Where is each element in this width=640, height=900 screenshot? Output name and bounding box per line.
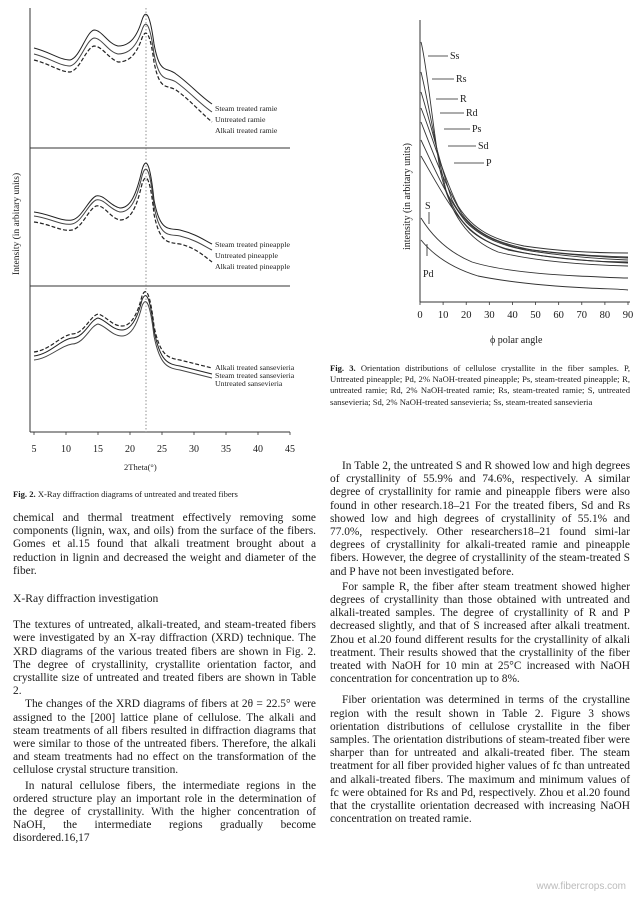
x-tick-label: 80	[599, 310, 611, 321]
curve-untreated-ramie	[34, 24, 212, 112]
paragraph: The changes of the XRD diagrams of fibers at 2θ = 22.5° were assigned to the [200] lattice plane of cellulose. The alkali and steam treatments of all fibers resulted in diffraction diagrams that were similar to those of the untreated fibers. Therefore, the alkali and steam treatments had no effect on the transformation of the cellulose crystal structure transition.	[13, 698, 316, 777]
right-text-column	[330, 460, 630, 826]
fig2-legend-item: Alkali treated sansevieria	[215, 363, 295, 372]
paragraph: The textures of untreated, alkali-treated, and steam-treated fibers were investigated by an X-ray diffraction (XRD) technique. The XRD diagrams of the various treated fibers are shown in Fig. 2. The degree of crystallinity, crystallite orientation factor, and crystallite size of untreated and treated fibers are shown in Table 2.	[13, 619, 316, 698]
fig3-x-axis-label: ϕ polar angle	[490, 335, 543, 346]
fig2-x-axis-label: 2Theta(°)	[124, 462, 157, 472]
x-tick-label: 40	[507, 310, 518, 321]
curve-rd	[421, 108, 628, 253]
fig3-curve-label: Ps	[472, 124, 482, 135]
x-tick-label: 25	[157, 444, 167, 455]
fig2-legend-item: Untreated sansevieria	[215, 379, 283, 388]
paragraph: In natural cellulose fibers, the intermediate regions in the ordered structure play an important role in the determination of the degree of crystallinity. With the higher concentration of NaOH, the intermediate regions gradually become disordered.16,17	[13, 779, 316, 845]
fig2-legend-item: Steam treated sansevieria	[215, 371, 295, 380]
x-tick-label: 10	[437, 310, 449, 321]
fig3-curve-label: Sd	[478, 141, 489, 152]
fig3-curve-label: Rd	[466, 108, 478, 119]
fig2-legend-item: Untreated ramie	[215, 115, 266, 124]
x-tick-label: 30	[484, 310, 495, 321]
paragraph: For sample R, the fiber after steam treatment showed higher degrees of crystallinity than those obtained with untreated and alkali-treated samples. The degree of crystallinity of R and P decreased slightly, and that of S increased after alkali treatment. Zhou et al.20 found different results for the crystallinity of alkali treatment. Their results showed that the crystallinity of the fiber treated with NaOH for 10 min at 25°C increased with NaOH concentration for concentration up to 8%.	[330, 580, 630, 686]
fig3-curve-label: Rs	[456, 74, 467, 85]
fig2-legend-item: Steam treated ramie	[215, 104, 278, 113]
left-text-column	[13, 512, 316, 846]
fig3-caption	[330, 363, 630, 408]
x-tick-label: 35	[221, 444, 231, 455]
x-tick-label: 20	[460, 310, 472, 321]
x-tick-label: 10	[61, 444, 71, 455]
curve-ss	[421, 42, 628, 266]
curve-untreated-sansevieria	[34, 302, 212, 378]
x-tick-label: 60	[553, 310, 564, 321]
curve-steam-ramie	[34, 14, 212, 104]
watermark: www.fibercrops.com	[536, 881, 626, 892]
figure-3-orientation-chart	[328, 0, 640, 362]
paragraph: Fiber orientation was determined in terms of the crystalline region with the result shown in Table 2. Figure 3 shows orientation distributions of cellulose crystallite in the fiber samples. The orientation distributions of steam-treated fiber were sharper than for untreated and alkali-treated fiber. The steam treatment for all fiber provided higher values of fc than untreated and alkali-treated fibers. The maximum and minimum values of fc were obtained for Rs and Pd, respectively. Zhou et al.20 found that the crystallite orientation decreased with increasing NaOH concentration on treated ramie.	[330, 694, 630, 826]
fig2-legend-item: Alkali treated ramie	[215, 126, 278, 135]
fig2-legend-item: Alkali treated pineapple	[215, 262, 290, 271]
curve-steam-sansevieria	[34, 296, 212, 374]
paragraph: chemical and thermal treatment effectively removing some components (lignin, wax, and oils) from the surface of the fibers. Gomes et al.15 found that alkali treatment brought about a reduction in lignin and decreased the weight and diameter of the fiber.	[13, 512, 316, 577]
fig2-legend-item: Steam treated pineapple	[215, 240, 290, 249]
paragraph: In Table 2, the untreated S and R showed low and high degrees of crystallinity of 55.9% and 74.6%, respectively. A similar degree of crystallinity for ramie and pineapple fibers were also found in other research.18–21 For the treated fibers, Sd and Rs showed low and high degrees of crystallinity of 55.1% and 77.0%, respectively. Other researchers18–21 found simi-lar degrees of crystallinity for alkali-treated ramie and pineapple fibers. However, the degree of crystallinity of the steam-treated S and P have not been investigated before.	[330, 460, 630, 578]
fig2-caption	[13, 489, 323, 500]
fig3-y-axis-label: intensity (in arbitary units)	[402, 143, 413, 250]
figure-2-xrd-chart	[0, 0, 330, 480]
x-tick-label: 0	[417, 310, 423, 321]
x-tick-label: 15	[93, 444, 103, 455]
section-heading: X-Ray diffraction investigation	[13, 592, 159, 606]
fig2-panel-pineapple	[34, 163, 212, 262]
fig3-curve-label: Ss	[450, 51, 460, 62]
x-tick-label: 70	[576, 310, 588, 321]
curve-untreated-pineapple	[34, 169, 212, 250]
fig2-y-axis-label: Intensity (in arbitary units)	[12, 172, 22, 275]
x-tick-label: 50	[530, 310, 541, 321]
fig2-panel-sansevieria	[34, 292, 212, 378]
curve-alkali-pineapple	[34, 178, 212, 262]
x-tick-label: 90	[622, 310, 634, 321]
x-tick-label: 30	[189, 444, 199, 455]
x-tick-label: 40	[253, 444, 263, 455]
fig2-caption-label: Fig. 2.	[13, 489, 36, 499]
fig3-caption-text: Orientation distributions of cellulose crystallite in the fiber samples. P, Untreated pineapple; Pd, 2% NaOH-treated pineapple; Ps, steam-treated pineapple; R, untreated ramie; Rd, 2% NaOH-treated ramie; Rs, steam-treated ramie; S, untreated sansevieria; Sd, 2% NaOH-treated sansevieria; Ss, steam-treated sansevieria	[330, 363, 630, 407]
fig2-x-tick-group	[32, 432, 296, 455]
curve-steam-pineapple	[34, 163, 212, 244]
curve-r	[421, 92, 628, 257]
fig3-curve-label: Pd	[423, 269, 434, 280]
x-tick-label: 20	[125, 444, 135, 455]
fig2-legend-item: Untreated pineapple	[215, 251, 278, 260]
fig2-caption-text: X-Ray diffraction diagrams of untreated and treated fibers	[37, 489, 238, 499]
fig3-x-tick-group	[417, 302, 633, 321]
fig2-panel-ramie	[34, 14, 212, 122]
curve-ps	[421, 122, 628, 258]
curve-alkali-ramie	[34, 33, 212, 122]
fig3-curve-label: S	[425, 201, 431, 212]
curve-p	[421, 156, 628, 263]
fig3-curve-label: R	[460, 94, 467, 105]
curve-rs	[421, 72, 628, 262]
fig3-curve-label: P	[486, 158, 492, 169]
fig3-caption-label: Fig. 3.	[330, 363, 356, 373]
x-tick-label: 5	[31, 444, 37, 455]
x-tick-label: 45	[285, 444, 295, 455]
